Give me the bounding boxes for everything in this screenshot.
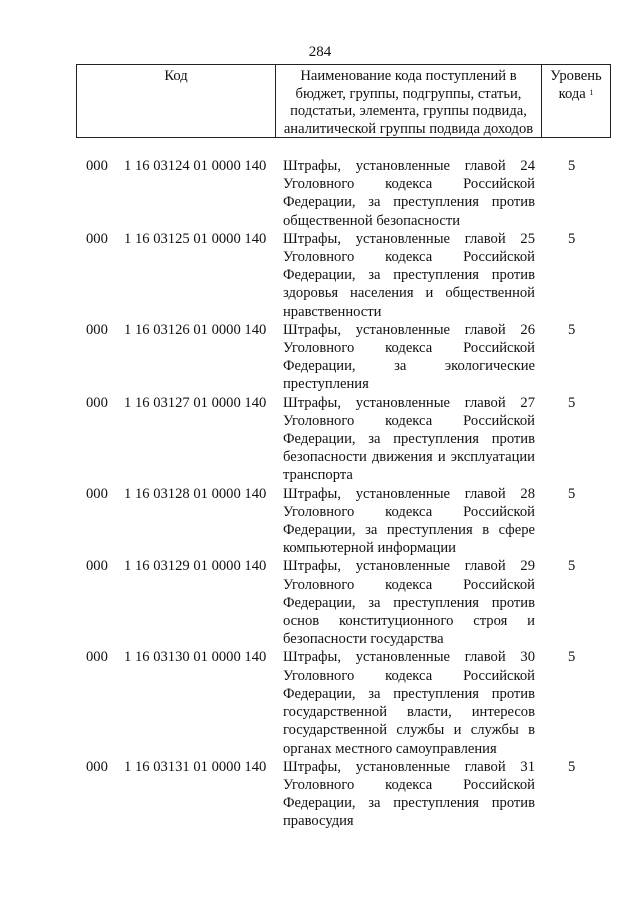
description-line: безопасности движения и эксплуатации	[283, 449, 535, 466]
description-line: государственной власти, интересов	[283, 704, 535, 721]
description-line: Уголовного кодекса Российской	[283, 667, 535, 684]
revenue-description	[283, 157, 535, 230]
revenue-code: 1 16 03124 01 0000 140	[124, 158, 267, 174]
description-line: Штрафы, установленные главой 27	[283, 394, 535, 411]
code-level: 5	[568, 485, 576, 502]
description-line: государственной службы и службы в	[283, 722, 535, 739]
code-level: 5	[568, 758, 576, 775]
table-row	[0, 230, 640, 321]
description-line: Федерации, за преступления против	[283, 267, 535, 284]
header-level-label: Уровень кода	[550, 68, 602, 102]
revenue-description	[283, 648, 535, 757]
description-line: Уголовного кодекса Российской	[283, 176, 535, 193]
revenue-code: 1 16 03127 01 0000 140	[124, 394, 267, 411]
admin-code: 000	[86, 558, 108, 575]
description-line: Уголовного кодекса Российской	[283, 340, 535, 357]
description-line: компьютерной информации	[283, 540, 456, 557]
description-line: нравственности	[283, 303, 382, 320]
revenue-code: 1 16 03129 01 0000 140	[124, 558, 267, 575]
revenue-code: 1 16 03125 01 0000 140	[124, 230, 267, 247]
header-name: Наименование кода поступлений в бюджет, группы, подгруппы, статьи, подстатьи, элемента, группы подвида, аналитической группы подвида доходов	[276, 65, 542, 137]
description-line: правосудия	[283, 813, 354, 830]
page-number: 284	[308, 44, 332, 60]
revenue-code: 1 16 03130 01 0000 140	[124, 649, 267, 666]
description-line: Штрафы, установленные главой 25	[283, 230, 535, 247]
description-line: Уголовного кодекса Российской	[283, 249, 535, 266]
description-line: транспорта	[283, 467, 353, 484]
revenue-description	[283, 321, 535, 394]
table-row	[0, 648, 640, 757]
description-line: общественной безопасности	[283, 212, 461, 229]
description-line: Штрафы, установленные главой 28	[283, 485, 535, 502]
description-line: Штрафы, установленные главой 30	[283, 649, 535, 666]
code-level: 5	[568, 230, 576, 247]
revenue-description	[283, 557, 535, 648]
description-line: Уголовного кодекса Российской	[283, 503, 535, 520]
revenue-description	[283, 485, 535, 558]
code-level: 5	[568, 649, 576, 666]
table-body	[0, 157, 640, 831]
description-line: Уголовного кодекса Российской	[283, 576, 535, 593]
admin-code: 000	[86, 230, 108, 247]
admin-code: 000	[86, 758, 108, 775]
revenue-code: 1 16 03128 01 0000 140	[124, 485, 267, 502]
header-level-footnote: 1	[589, 87, 594, 97]
revenue-description	[283, 394, 535, 485]
description-line: преступления	[283, 376, 369, 393]
description-line: здоровья населения и общественной	[283, 285, 535, 302]
table-row	[0, 394, 640, 485]
header-level	[542, 65, 610, 137]
revenue-description	[283, 758, 535, 831]
header-code: Код	[77, 65, 276, 137]
table-row	[0, 157, 640, 230]
description-line: Штрафы, установленные главой 24	[283, 158, 535, 174]
code-level: 5	[568, 321, 576, 338]
description-line: Федерации, за преступления против	[283, 594, 535, 611]
description-line: Уголовного кодекса Российской	[283, 412, 535, 429]
table-row	[0, 557, 640, 648]
revenue-description	[283, 230, 535, 321]
description-line: Федерации, за преступления против	[283, 194, 535, 211]
code-level: 5	[568, 558, 576, 575]
table-row	[0, 321, 640, 394]
description-line: Федерации, за преступления против	[283, 795, 535, 812]
code-level: 5	[568, 158, 576, 174]
admin-code: 000	[86, 158, 108, 174]
description-line: органах местного самоуправления	[283, 740, 497, 757]
description-line: Федерации, за преступления в сфере	[283, 522, 535, 539]
revenue-code: 1 16 03131 01 0000 140	[124, 758, 267, 775]
admin-code: 000	[86, 321, 108, 338]
description-line: Федерации, за экологические	[283, 358, 535, 375]
description-line: Федерации, за преступления против	[283, 431, 535, 448]
description-line: Штрафы, установленные главой 31	[283, 758, 535, 775]
admin-code: 000	[86, 649, 108, 666]
description-line: Уголовного кодекса Российской	[283, 776, 535, 793]
description-line: Штрафы, установленные главой 26	[283, 321, 535, 338]
code-level: 5	[568, 394, 576, 411]
revenue-code: 1 16 03126 01 0000 140	[124, 321, 267, 338]
description-line: Федерации, за преступления против	[283, 685, 535, 702]
table-row	[0, 758, 640, 831]
admin-code: 000	[86, 394, 108, 411]
description-line: Штрафы, установленные главой 29	[283, 558, 535, 575]
admin-code: 000	[86, 485, 108, 502]
table-header	[76, 64, 611, 138]
description-line: основ конституционного строя и	[283, 613, 535, 630]
description-line: безопасности государства	[283, 631, 444, 648]
table-row	[0, 485, 640, 558]
